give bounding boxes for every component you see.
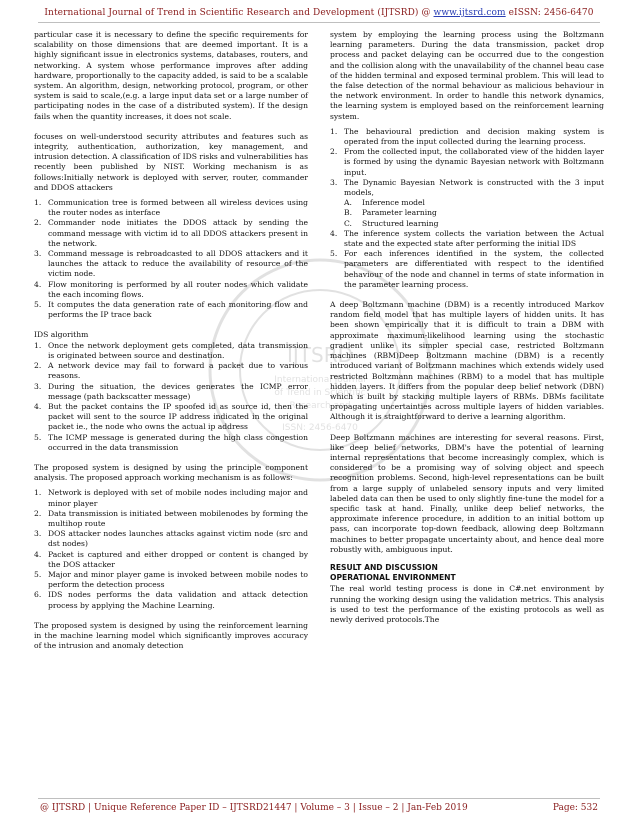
header-divider (38, 22, 600, 23)
page-number: Page: 532 (552, 803, 598, 813)
list-item: 5. The ICMP message is generated during the high class congestion occurred in the data transmission (34, 432, 308, 452)
left-paragraph-3: The proposed system is designed by using the principle component analysis. The proposed approach working mechanism is as follows: (34, 462, 308, 483)
right-paragraph-4: The real world testing process is done in C#.net environment by running the working design using the validation metrics. This analysis is used to test the performance of the existing protocols as well as newly derived protocols.The (330, 584, 604, 624)
list-item: B. Parameter learning (344, 208, 437, 218)
journal-issn: eISSN: 2456-6470 (505, 8, 594, 18)
right-column (330, 30, 604, 630)
left-column (34, 30, 308, 656)
left-paragraph-2: focuses on well-understood security attributes and features such as integrity, authentication, authorization, key management, and intrusion detection. A classification of IDS risks and vulnerabilities has recently been published by NIST. Working mechanism is as follows:Initially network is deployed with server, router, commander and DDOS attackers (34, 131, 308, 192)
list-item: 2. Data transmission is initiated between mobilenodes by forming the multihop route (34, 508, 308, 528)
list-item: 1. Communication tree is formed between all wireless devices using the router nodes as interface (34, 198, 308, 218)
list-item: 3. Command message is rebroadcasted to all DDOS attackers and it launches the attack to reduce the availability of resource of the victim node. (34, 249, 308, 279)
footer-reference: @ IJTSRD | Unique Reference Paper ID – IJTSRD21447 | Volume – 3 | Issue – 2 | Jan-Feb 2019 (40, 803, 468, 813)
list-item: 4. But the packet contains the IP spoofed id as source id, then the packet will sent to the source IP address indicated in the original packet ie., the node who owns the actual ip address (34, 401, 308, 432)
list-item: 5. Major and minor player game is invoked between mobile nodes to perform the detection process (34, 569, 308, 590)
list-item: 5. For each inferences identified in the system, the collected parameters are differentiated with respect to the identified behaviour of the node and channel in terms of state information in the parameter learning process. (330, 249, 604, 289)
section-heading-results: RESULT AND DISCUSSION (330, 562, 438, 572)
list-item: 3. During the situation, the devices generates the ICMP error message (path backscatter message) (34, 381, 308, 401)
watermark-line2: International Journal (274, 375, 366, 385)
ids-algorithm-heading: IDS algorithm (34, 330, 89, 340)
subsection-heading-environment: OPERATIONAL ENVIRONMENT (330, 573, 456, 583)
learning-steps-list (330, 127, 604, 198)
list-item: 5. It computes the data generation rate of each monitoring flow and performs the IP trace back (34, 300, 308, 320)
list-item: C. Structured learning (344, 218, 439, 228)
proposed-system-list (34, 488, 308, 610)
ids-algorithm-list (34, 341, 308, 453)
list-item: 3. DOS attacker nodes launches attacks against victim node (src and dst nodes) (34, 529, 308, 549)
footer-divider (38, 798, 600, 799)
journal-header (0, 8, 638, 18)
left-paragraph-1: particular case it is necessary to define the specific requirements for scalability on those dimensions that are deemed important. It is a highly significant issue in electronics systems, databases, routers, and networking. A system whose performance improves after adding hardware, proportionally to the capacity added, is said to be a scalable system. An algorithm, design, networking protocol, program, or other system is said to scale,(e.g. a large input data set or a large number of participating nodes in the case of a distributed system). If the design fails when the quantity increases, it does not scale. (34, 30, 309, 121)
list-item: 3. The Dynamic Bayesian Network is constructed with the 3 input models, (330, 177, 604, 198)
list-item: 1. The behavioural prediction and decision making system is operated from the input collected during the learning process. (330, 126, 604, 147)
journal-url-link[interactable]: www.ijtsrd.com (433, 8, 506, 18)
right-paragraph-3: Deep Boltzmann machines are interesting for several reasons. First, like deep belief networks, DBM's have the potential of learning internal representations that become increasingly complex, which is considered to be a promising way of solving object and speech recognition problems. Second, high-level representations can be built from a large supply of unlabeled sensory inputs and very limited labeled data can then be used to only slightly fine-tune the model for a specific task at hand. Finally, unlike deep belief networks, the approximate inference procedure, in addition to an initial bottom up pass, can incorporate top-down feedback, allowing deep Boltzmann machines to better propagate uncertainty about, and hence deal more robustly with, ambiguous input. (330, 432, 604, 554)
left-paragraph-4: The proposed system is designed by using the reinforcement learning in the machine learning model which significantly improves accuracy of the intrusion and anomaly detection (34, 620, 308, 651)
page-footer (40, 803, 598, 813)
watermark-line3: of Trend in Scientific (274, 388, 366, 398)
list-item: 2. A network device may fail to forward a packet due to various reasons. (34, 361, 308, 381)
ddos-steps-list (34, 198, 308, 320)
list-item: 1. Once the network deployment gets completed, data transmission is originated between source and destination. (34, 340, 308, 360)
list-item: 2. From the collected input, the collaborated view of the hidden layer is formed by using the dynamic Bayesian network with Boltzmann input. (330, 147, 604, 177)
inference-steps-list (330, 229, 604, 290)
right-paragraph-1: system by employing the learning process using the Boltzmann learning parameters. During the data transmission, packet drop process and packet delaying can be occurred due to the congestion and the collision along with the unavailability of the channel beau case of the hidden terminal and exposed terminal problem. This will lead to the false detection of the normal behaviour as malicious behaviour in the network environment. In order to handle this network dynamics, the learning system is employed based on the reinforcement learning system. (330, 30, 604, 121)
watermark-line1: IJTSRD (286, 343, 354, 367)
watermark-line4: Research and (289, 401, 351, 411)
list-item: 4. The inference system collects the variation between the Actual state and the expected state after performing the initial IDS (330, 228, 604, 249)
list-item: 6. IDS nodes performs the data validation and attack detection process by applying the Machine Learning. (34, 590, 308, 610)
input-models-sublist (330, 198, 604, 229)
journal-title: International Journal of Trend in Scientific Research and Development (IJTSRD) @ (44, 8, 434, 18)
list-item: 1. Network is deployed with set of mobile nodes including major and minor player (34, 488, 308, 508)
watermark-line5: ISSN: 2456-6470 (282, 423, 358, 433)
list-item: 4. Packet is captured and either dropped or content is changed by the DOS attacker (34, 549, 308, 569)
list-item: A. Inference model (344, 198, 425, 208)
list-item: 4. Flow monitoring is performed by all router nodes which validate the each incoming flows. (34, 279, 308, 299)
list-item: 2. Commander node initiates the DDOS attack by sending the command message with victim id to all DDOS attackers present in the network. (34, 218, 308, 248)
right-paragraph-2: A deep Boltzmann machine (DBM) is a recently introduced Markov random field model that has multiple layers of hidden units. It has been shown empirically that it is difficult to train a DBM with approximate maximum-likelihood learning using the stochastic gradient unlike its simpler special case, restricted Boltzmann machines (RBM)Deep Boltzmann machine (DBM) is a recently introduced variant of Boltzmann machines which extends widely used restricted Boltzmann machines (RBM) to a model that has multiple hidden layers. It differs from the popular deep belief network (DBN) which is built by stacking multiple layers of RBMs. DBMs facilitate propagating uncertainties across multiple layers of hidden variables. Although it is straightforward to derive a learning algorithm. (330, 300, 604, 422)
